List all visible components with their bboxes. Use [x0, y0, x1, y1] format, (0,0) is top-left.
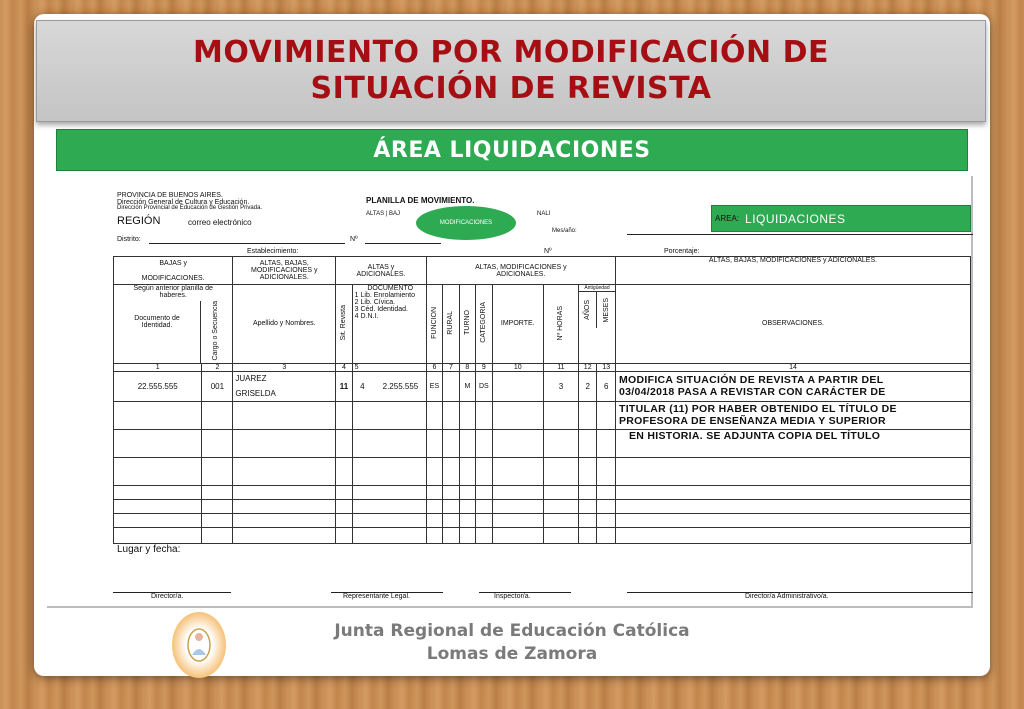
cell-observaciones-3 — [616, 429, 971, 457]
table-row — [114, 485, 971, 499]
cell-meses: 6 — [597, 371, 616, 401]
col-num: 7 — [443, 363, 459, 371]
cell — [476, 429, 492, 457]
th-altas-bajas-l1: ALTAS, BAJAS, — [259, 260, 309, 267]
cell — [459, 485, 475, 499]
cell — [543, 527, 578, 543]
cell — [202, 429, 233, 457]
cell-tipo-doc-num: 4 — [360, 381, 365, 391]
table-row — [114, 513, 971, 527]
th-doc-id-l2: Identidad. — [141, 322, 173, 329]
cell — [476, 485, 492, 499]
cell-funcion: ES — [426, 371, 442, 401]
th-altas-mod-l1: ALTAS, MODIFICACIONES y — [475, 263, 567, 271]
cell — [336, 457, 352, 485]
cell — [426, 513, 442, 527]
col-num: 8 — [459, 363, 475, 371]
th-doc-opt3: 3 Céd. Identidad. — [354, 306, 408, 313]
cell — [492, 513, 543, 527]
table-row — [114, 499, 971, 513]
cell — [578, 499, 597, 513]
th-importe: IMPORTE. — [492, 285, 543, 364]
cell — [459, 457, 475, 485]
th-turno — [459, 285, 475, 364]
cell — [233, 513, 336, 527]
cell — [492, 527, 543, 543]
cell — [233, 401, 336, 429]
region-label: REGIÓN — [117, 215, 161, 227]
cell-apellido-l1: JUAREZ — [235, 374, 267, 384]
cell — [202, 527, 233, 543]
nali-label: NALI — [537, 211, 551, 217]
table-subheader-row — [114, 285, 971, 364]
section-title: ÁREA LIQUIDACIONES — [373, 137, 651, 163]
cell — [352, 513, 426, 527]
th-categoria — [476, 285, 492, 364]
section-banner — [56, 129, 968, 171]
cell — [597, 499, 616, 513]
cell — [443, 457, 459, 485]
th-altas-bajas — [233, 257, 336, 285]
cell — [233, 429, 336, 457]
cell — [492, 485, 543, 499]
direccion-provincial-label: Dirección Provincial de Educación de Gestión Privada. — [117, 205, 263, 211]
cell — [616, 485, 971, 499]
th-horas-text: Nº HORAS — [557, 305, 565, 340]
cell — [578, 527, 597, 543]
th-altas-adicionales — [336, 257, 427, 285]
cell — [426, 429, 442, 457]
th-altas-mod-l2: ADICIONALES. — [496, 270, 546, 278]
cell — [459, 499, 475, 513]
numero-label: Nº — [350, 236, 358, 243]
th-categoria-text: CATEGORIA — [480, 302, 488, 344]
cell — [202, 401, 233, 429]
cell-apellido-l2: GRISELDA — [235, 389, 276, 399]
porcentaje-label: Porcentaje: — [664, 248, 700, 255]
obs-line-2: 03/04/2018 PASA A REVISTAR CON CARÁCTER DE — [619, 386, 886, 399]
col-num: 4 — [336, 363, 352, 371]
cell — [443, 499, 459, 513]
col-num: 6 — [426, 363, 442, 371]
title-line-2: SITUACIÓN DE REVISTA — [310, 71, 712, 106]
col-num: 12 — [578, 363, 597, 371]
cell — [597, 485, 616, 499]
pill-label: MODIFICACIONES — [439, 220, 493, 226]
cell — [114, 457, 202, 485]
th-apellido: Apellido y Nombres. — [233, 285, 336, 364]
lugar-fecha-label: Lugar y fecha: — [117, 544, 181, 555]
planilla-document — [47, 176, 973, 608]
area-label: AREA: — [715, 214, 740, 223]
cell — [578, 429, 597, 457]
cell — [336, 513, 352, 527]
cell — [336, 401, 352, 429]
th-doc-id-l1: Documento de — [134, 315, 180, 322]
cell — [114, 527, 202, 543]
cell — [543, 485, 578, 499]
cell — [476, 499, 492, 513]
cell — [352, 485, 426, 499]
cell — [543, 457, 578, 485]
th-antiguedad — [578, 285, 615, 364]
th-altas-bajas-mod-text: ALTAS, BAJAS, MODIFICACIONES y ADICIONALES. — [708, 257, 878, 264]
cell — [597, 527, 616, 543]
th-altas-bajas-mod — [616, 257, 971, 285]
modificaciones-pill — [416, 206, 516, 240]
planilla-title: PLANILLA DE MOVIMIENTO. — [366, 196, 475, 205]
cell — [476, 457, 492, 485]
cell-turno: M — [459, 371, 475, 401]
col-num: 5 — [352, 363, 426, 371]
cell — [114, 429, 202, 457]
th-funcion — [426, 285, 442, 364]
cell — [426, 485, 442, 499]
obs-line-3: TITULAR (11) POR HABER OBTENIDO EL TÍTULO DE — [619, 403, 897, 416]
table-row — [114, 527, 971, 543]
cell — [459, 429, 475, 457]
cell-anos: 2 — [578, 371, 597, 401]
th-documento-title: DOCUMENTO — [367, 285, 414, 292]
sign-admin: Director/a Administrativo/a. — [745, 593, 829, 600]
th-cargo: Cargo o Secuencia — [212, 301, 219, 361]
movement-table — [113, 256, 971, 544]
cell — [336, 429, 352, 457]
footer-line-1: Junta Regional de Educación Católica — [334, 621, 690, 641]
cell — [616, 513, 971, 527]
cell-apellido — [233, 371, 336, 401]
th-sit-revista-text: Sit. Revista — [340, 305, 348, 341]
obs-line-5: EN HISTORIA. SE ADJUNTA COPIA DEL TÍTULO — [629, 429, 881, 442]
cell-horas: 3 — [543, 371, 578, 401]
th-altas-adic-l2: ADICIONALES. — [356, 270, 406, 278]
area-value: LIQUIDACIONES — [745, 211, 846, 226]
title-banner — [36, 20, 986, 122]
cell — [492, 429, 543, 457]
th-rural-text: RURAL — [447, 310, 455, 335]
cell — [476, 527, 492, 543]
th-segun-l2: haberes. — [159, 292, 187, 299]
th-bajas — [114, 257, 233, 285]
cell — [492, 457, 543, 485]
cell-importe — [492, 371, 543, 401]
cell — [597, 401, 616, 429]
cell-rural — [443, 371, 459, 401]
cell — [578, 401, 597, 429]
cell — [336, 527, 352, 543]
cell — [578, 485, 597, 499]
cell — [443, 485, 459, 499]
cell — [202, 485, 233, 499]
th-doc-opt4: 4 D.N.I. — [354, 313, 379, 320]
cell — [443, 429, 459, 457]
table-row — [114, 457, 971, 485]
col-num: 2 — [202, 363, 233, 371]
cell — [578, 513, 597, 527]
cell — [616, 527, 971, 543]
distrito-line — [149, 243, 345, 244]
cell — [233, 457, 336, 485]
table-header-row — [114, 257, 971, 285]
th-anos: AÑOS — [584, 300, 592, 320]
th-sit-revista — [336, 285, 352, 364]
mes-ano-line — [627, 234, 973, 235]
cell — [597, 429, 616, 457]
sign-director: Director/a. — [151, 593, 184, 600]
title-line-1: MOVIMIENTO POR MODIFICACIÓN DE — [193, 35, 829, 70]
th-segun — [114, 285, 233, 364]
cell-tipo-doc — [352, 371, 426, 401]
cell — [233, 499, 336, 513]
cell-sit-revista: 11 — [336, 371, 352, 401]
th-rural — [443, 285, 459, 364]
cell — [543, 499, 578, 513]
col-num: 10 — [492, 363, 543, 371]
obs-line-1: MODIFICA SITUACIÓN DE REVISTA A PARTIR DEL — [619, 374, 884, 387]
column-number-row — [114, 363, 971, 371]
cell — [202, 513, 233, 527]
th-horas — [543, 285, 578, 364]
cell — [543, 513, 578, 527]
sign-representante: Representante Legal. — [343, 593, 410, 600]
cell — [443, 527, 459, 543]
col-num: 1 — [114, 363, 202, 371]
cell — [202, 457, 233, 485]
table-row — [114, 371, 971, 401]
cell — [233, 485, 336, 499]
cell — [336, 499, 352, 513]
direccion-label: Dirección General de Cultura y Educación. — [117, 199, 250, 206]
cell — [443, 513, 459, 527]
area-box — [711, 205, 971, 232]
cell — [352, 401, 426, 429]
email-label: correo electrónico — [188, 218, 252, 227]
cell — [352, 499, 426, 513]
establecimiento-label: Establecimiento: — [247, 248, 299, 255]
col-num: 9 — [476, 363, 492, 371]
cell — [114, 499, 202, 513]
th-altas-bajas-l3: ADICIONALES. — [259, 274, 309, 281]
col-num: 13 — [597, 363, 616, 371]
cell — [114, 401, 202, 429]
cell — [459, 527, 475, 543]
cell — [443, 401, 459, 429]
cell — [336, 485, 352, 499]
cell — [476, 401, 492, 429]
cell — [352, 527, 426, 543]
col-num: 11 — [543, 363, 578, 371]
cell — [426, 457, 442, 485]
th-meses: MESES — [602, 297, 610, 323]
cell — [597, 457, 616, 485]
th-altas-bajas-l2: MODIFICACIONES y — [251, 267, 318, 274]
obs-line-4: PROFESORA DE ENSEÑANZA MEDIA Y SUPERIOR — [619, 415, 886, 428]
th-turno-text: TURNO — [463, 310, 471, 336]
sign-inspector: Inspector/a. — [494, 593, 531, 600]
th-bajas-l1: BAJAS y — [159, 259, 187, 267]
cell-observaciones-1 — [616, 371, 971, 401]
th-doc-opt2: 2 Lib. Cívica. — [354, 299, 396, 306]
cell — [543, 401, 578, 429]
th-segun-l1: Según anterior planilla de — [133, 285, 213, 292]
th-doc-opt1: 1 Lib. Enrolamiento — [354, 292, 415, 299]
altas-bajas-label: ALTAS | BAJ — [366, 211, 401, 217]
cell — [426, 499, 442, 513]
cell — [202, 499, 233, 513]
cell — [114, 485, 202, 499]
cell — [492, 499, 543, 513]
cell — [578, 457, 597, 485]
footer-line-2: Lomas de Zamora — [426, 644, 598, 664]
th-bajas-l2: MODIFICACIONES. — [141, 274, 205, 282]
th-observaciones: OBSERVACIONES. — [616, 285, 971, 364]
cell — [459, 401, 475, 429]
th-altas-modificaciones — [426, 257, 615, 285]
province-label: PROVINCIA DE BUENOS AIRES. — [117, 192, 223, 199]
cell — [616, 499, 971, 513]
numero2-label: Nº — [544, 248, 552, 255]
mes-ano-label: Mes/año: — [552, 228, 577, 234]
cell-documento: 22.555.555 — [114, 371, 202, 401]
cell — [426, 401, 442, 429]
cell-doc-number: 2.255.555 — [382, 381, 419, 391]
cell — [543, 429, 578, 457]
col-num: 14 — [616, 363, 971, 371]
th-funcion-text: FUNCION — [430, 306, 438, 339]
cell — [616, 457, 971, 485]
cell — [597, 513, 616, 527]
cell — [352, 429, 426, 457]
cell — [459, 513, 475, 527]
cell — [476, 513, 492, 527]
cell — [426, 527, 442, 543]
cell — [233, 527, 336, 543]
cell-cargo: 001 — [202, 371, 233, 401]
cell — [352, 457, 426, 485]
cell — [114, 513, 202, 527]
th-antiguedad-text: Antigüedad — [579, 285, 615, 292]
cell-observaciones-2 — [616, 401, 971, 429]
cell-categoria: DS — [476, 371, 492, 401]
numero-line — [365, 243, 441, 244]
cell — [492, 401, 543, 429]
table-row — [114, 401, 971, 429]
distrito-label: Distrito: — [117, 236, 141, 243]
th-documento — [352, 285, 426, 364]
th-altas-adic-l1: ALTAS y — [367, 263, 395, 271]
col-num: 3 — [233, 363, 336, 371]
table-row — [114, 429, 971, 457]
